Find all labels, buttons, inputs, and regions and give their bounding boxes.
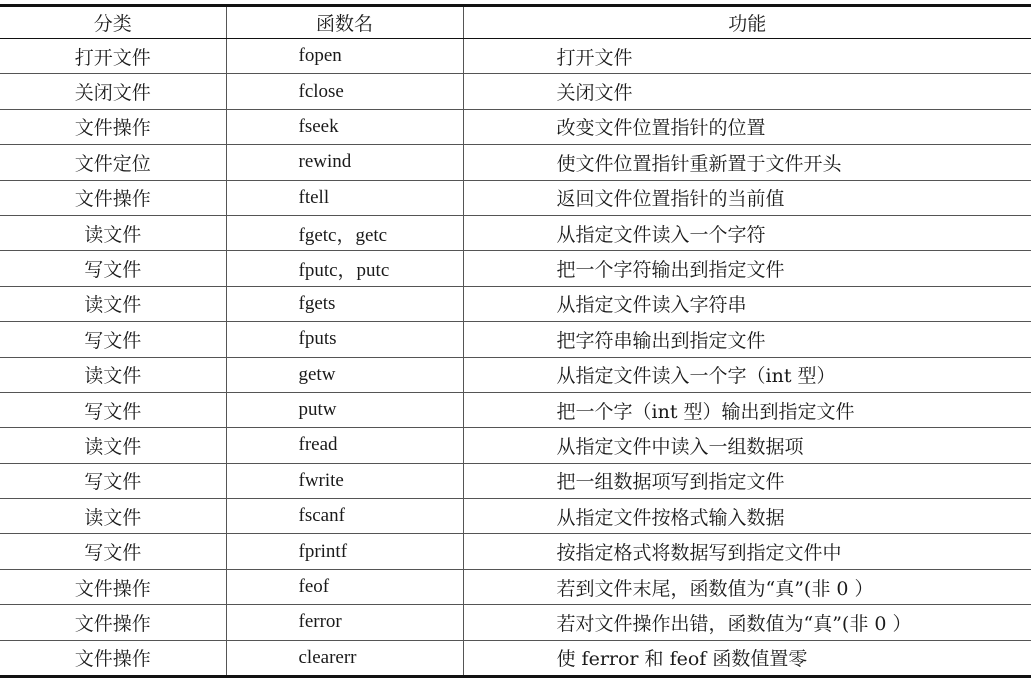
header-category: 分类 xyxy=(0,6,226,39)
cell-description: 从指定文件中读入一组数据项 xyxy=(463,428,1031,463)
table-row xyxy=(0,251,1031,286)
cell-description: 从指定文件读入一个字符 xyxy=(463,215,1031,250)
cell-description: 从指定文件读入字符串 xyxy=(463,286,1031,321)
cell-function-name: rewind xyxy=(226,145,463,180)
cell-function-name: fgets xyxy=(226,286,463,321)
cell-category: 读文件 xyxy=(0,357,226,392)
header-row xyxy=(0,6,1031,39)
cell-function-name: fputc，putc xyxy=(226,251,463,286)
cell-function-name: fscanf xyxy=(226,499,463,534)
cell-description: 若对文件操作出错，函数值为“真”(非 0 ） xyxy=(463,605,1031,640)
cell-category: 写文件 xyxy=(0,463,226,498)
cell-function-name: fclose xyxy=(226,74,463,109)
cell-function-name: ftell xyxy=(226,180,463,215)
table-row xyxy=(0,640,1031,676)
cell-category: 写文件 xyxy=(0,322,226,357)
cell-category: 文件操作 xyxy=(0,569,226,604)
cell-function-name: fgetc，getc xyxy=(226,215,463,250)
table-header xyxy=(0,6,1031,39)
file-functions-table xyxy=(0,4,1031,678)
cell-function-name: fopen xyxy=(226,39,463,74)
cell-category: 读文件 xyxy=(0,428,226,463)
table-row xyxy=(0,392,1031,427)
cell-description: 改变文件位置指针的位置 xyxy=(463,109,1031,144)
cell-description: 把一个字符输出到指定文件 xyxy=(463,251,1031,286)
table-row xyxy=(0,357,1031,392)
table-row xyxy=(0,322,1031,357)
cell-function-name: fputs xyxy=(226,322,463,357)
cell-description: 打开文件 xyxy=(463,39,1031,74)
cell-function-name: fprintf xyxy=(226,534,463,569)
cell-function-name: feof xyxy=(226,569,463,604)
table-row xyxy=(0,180,1031,215)
cell-category: 文件操作 xyxy=(0,640,226,676)
table-row xyxy=(0,215,1031,250)
cell-function-name: fseek xyxy=(226,109,463,144)
cell-category: 写文件 xyxy=(0,251,226,286)
cell-category: 写文件 xyxy=(0,392,226,427)
table-row xyxy=(0,39,1031,74)
cell-category: 写文件 xyxy=(0,534,226,569)
table-row xyxy=(0,109,1031,144)
table-row xyxy=(0,463,1031,498)
cell-description: 关闭文件 xyxy=(463,74,1031,109)
cell-description: 使 ferror 和 feof 函数值置零 xyxy=(463,640,1031,676)
cell-function-name: fwrite xyxy=(226,463,463,498)
cell-category: 文件操作 xyxy=(0,180,226,215)
cell-description: 按指定格式将数据写到指定文件中 xyxy=(463,534,1031,569)
cell-function-name: clearerr xyxy=(226,640,463,676)
cell-function-name: fread xyxy=(226,428,463,463)
table-row xyxy=(0,499,1031,534)
cell-description: 从指定文件按格式输入数据 xyxy=(463,499,1031,534)
cell-function-name: ferror xyxy=(226,605,463,640)
cell-description: 把一个字（int 型）输出到指定文件 xyxy=(463,392,1031,427)
cell-description: 把一组数据项写到指定文件 xyxy=(463,463,1031,498)
cell-category: 关闭文件 xyxy=(0,74,226,109)
cell-description: 把字符串输出到指定文件 xyxy=(463,322,1031,357)
cell-description: 使文件位置指针重新置于文件开头 xyxy=(463,145,1031,180)
table-row xyxy=(0,74,1031,109)
cell-description: 从指定文件读入一个字（int 型） xyxy=(463,357,1031,392)
cell-category: 读文件 xyxy=(0,215,226,250)
cell-function-name: getw xyxy=(226,357,463,392)
cell-category: 打开文件 xyxy=(74,46,151,69)
header-description: 功能 xyxy=(463,6,1031,39)
table-row xyxy=(0,569,1031,604)
cell-function-name: putw xyxy=(226,392,463,427)
table-row xyxy=(0,145,1031,180)
table-row xyxy=(0,428,1031,463)
cell-category: 文件操作 xyxy=(0,109,226,144)
cell-description: 返回文件位置指针的当前值 xyxy=(463,180,1031,215)
table-row xyxy=(0,534,1031,569)
header-function-name: 函数名 xyxy=(226,6,463,39)
table-row xyxy=(0,286,1031,321)
cell-category: 读文件 xyxy=(0,499,226,534)
table-row xyxy=(0,605,1031,640)
cell-category: 读文件 xyxy=(0,286,226,321)
cell-category: 文件操作 xyxy=(0,605,226,640)
table-body xyxy=(0,39,1031,677)
cell-category: 文件定位 xyxy=(0,145,226,180)
cell-description: 若到文件末尾，函数值为“真”(非 0 ） xyxy=(463,569,1031,604)
